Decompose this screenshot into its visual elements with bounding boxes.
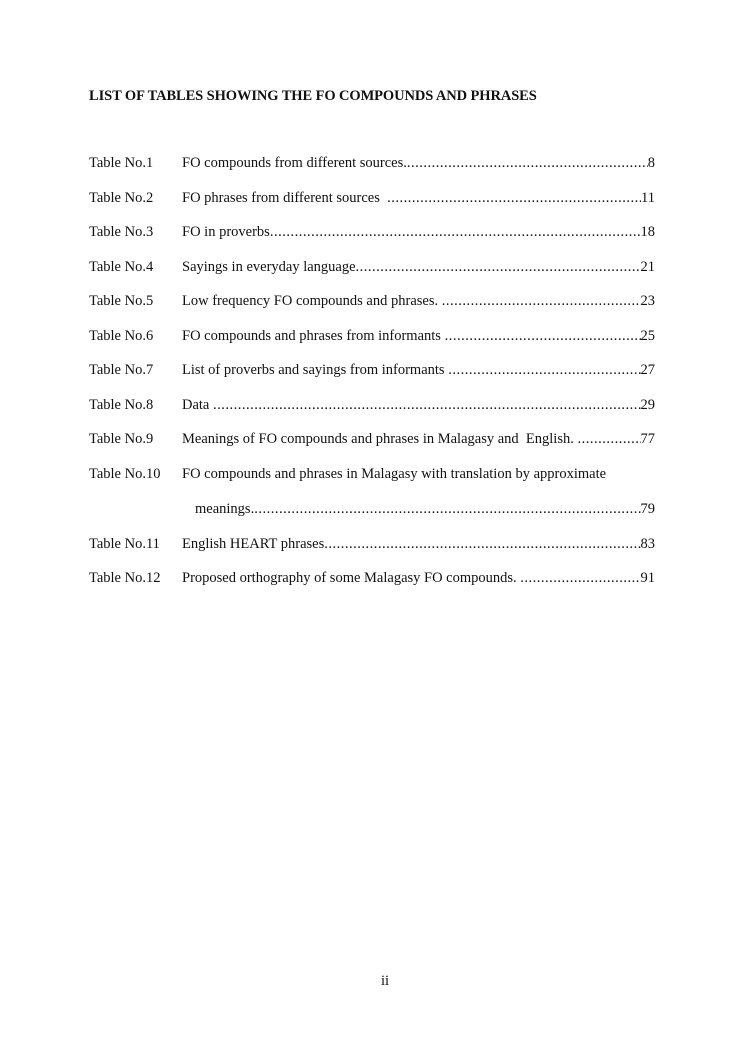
entry-label: Table No.3 bbox=[89, 224, 154, 240]
dot-leader bbox=[445, 326, 641, 346]
entry-label: Table No.8 bbox=[89, 397, 154, 413]
dot-leader bbox=[254, 499, 640, 519]
entry-page: 8 bbox=[647, 155, 655, 171]
entry-label: Table No.7 bbox=[89, 362, 154, 378]
entry-title: FO compounds and phrases from informants bbox=[182, 328, 445, 344]
dot-leader bbox=[213, 395, 641, 415]
entry-page: 18 bbox=[640, 224, 655, 240]
entry-title: English HEART phrases bbox=[182, 536, 325, 552]
entry-label: Table No.12 bbox=[89, 570, 161, 586]
entry-page: 83 bbox=[640, 536, 655, 552]
entry-page: 25 bbox=[640, 328, 655, 344]
dot-leader bbox=[442, 291, 641, 311]
entry-title: List of proverbs and sayings from informants bbox=[182, 362, 449, 378]
entry-title-continuation: meanings. bbox=[195, 501, 255, 517]
toc-entry[interactable] bbox=[89, 464, 655, 484]
dot-leader bbox=[356, 257, 641, 277]
page-number: ii bbox=[380, 973, 390, 989]
entry-page: 23 bbox=[640, 293, 655, 309]
entry-page: 29 bbox=[640, 397, 655, 413]
entry-label: Table No.1 bbox=[89, 155, 154, 171]
entry-label: Table No.6 bbox=[89, 328, 154, 344]
entry-title: FO compounds from different sources. bbox=[182, 155, 407, 171]
entry-label: Table No.9 bbox=[89, 431, 154, 447]
entry-page: 91 bbox=[640, 570, 655, 586]
toc-entry[interactable] bbox=[89, 153, 655, 173]
toc-entry[interactable] bbox=[89, 429, 655, 449]
toc-entry[interactable] bbox=[89, 257, 655, 277]
dot-leader bbox=[270, 222, 641, 242]
page-heading: LIST OF TABLES SHOWING THE FO COMPOUNDS AND PHRASES bbox=[89, 88, 537, 104]
entry-title: FO compounds and phrases in Malagasy with translation by approximate bbox=[182, 466, 607, 482]
entry-title: Low frequency FO compounds and phrases. bbox=[182, 293, 442, 309]
toc-entry[interactable] bbox=[89, 534, 655, 554]
entry-page: 27 bbox=[640, 362, 655, 378]
entry-label: Table No.4 bbox=[89, 259, 154, 275]
entry-label: Table No.5 bbox=[89, 293, 154, 309]
dot-leader bbox=[407, 153, 648, 173]
toc-entry[interactable] bbox=[89, 568, 655, 588]
toc-entry-continuation[interactable] bbox=[89, 499, 655, 519]
entry-title: Data bbox=[182, 397, 213, 413]
entry-title: FO in proverbs bbox=[182, 224, 270, 240]
entry-title: FO phrases from different sources bbox=[182, 190, 388, 206]
toc-entry[interactable] bbox=[89, 326, 655, 346]
toc-entry[interactable] bbox=[89, 291, 655, 311]
dot-leader bbox=[448, 360, 640, 380]
toc-entry[interactable] bbox=[89, 360, 655, 380]
entry-page: 77 bbox=[640, 431, 655, 447]
entry-title: Proposed orthography of some Malagasy FO compounds. bbox=[182, 570, 521, 586]
toc-entry[interactable] bbox=[89, 188, 655, 208]
entry-page: 11 bbox=[641, 190, 655, 206]
dot-leader bbox=[324, 534, 640, 554]
entry-label: Table No.2 bbox=[89, 190, 154, 206]
entry-page: 79 bbox=[640, 501, 655, 517]
dot-leader bbox=[577, 429, 640, 449]
entry-title: Meanings of FO compounds and phrases in Malagasy and English. bbox=[182, 431, 578, 447]
toc-entry[interactable] bbox=[89, 395, 655, 415]
entry-title: Sayings in everyday language bbox=[182, 259, 356, 275]
entry-label: Table No.11 bbox=[89, 536, 160, 552]
toc-entry[interactable] bbox=[89, 222, 655, 242]
entry-label: Table No.10 bbox=[89, 466, 161, 482]
dot-leader bbox=[520, 568, 640, 588]
dot-leader bbox=[387, 188, 641, 208]
entry-page: 21 bbox=[640, 259, 655, 275]
